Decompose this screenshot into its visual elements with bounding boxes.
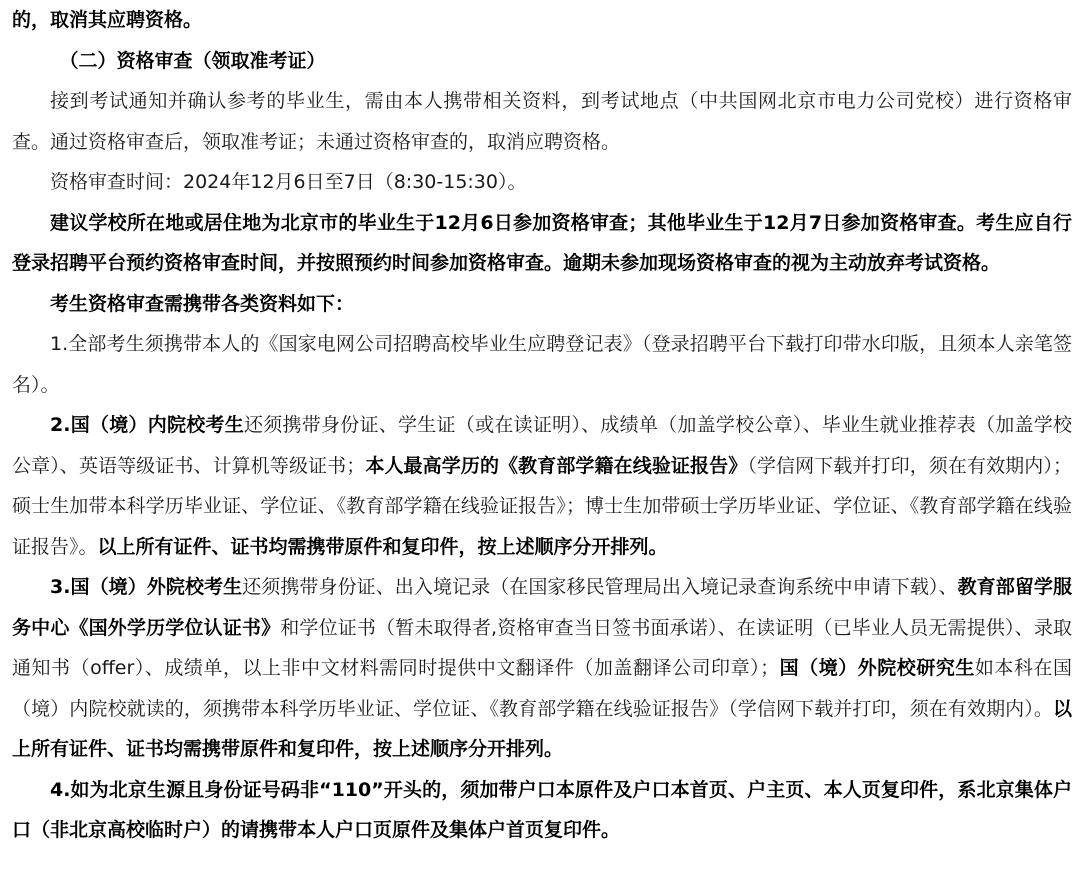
paragraph-disqualify — [12, 0, 1072, 41]
paragraph-text: 接到考试通知并确认参考的毕业生，需由本人携带相关资料，到考试地点（中共国网北京市电力公司党校）进行资格审查。通过资格审查后，领取准考证；未通过资格审查的，取消应聘资格。 — [12, 90, 1072, 153]
paragraph-review-schedule — [12, 203, 1072, 284]
paragraph-text: 资格审查时间：2024年12月6日至7日（8:30-15:30）。 — [50, 171, 527, 193]
list-item-beijing-hukou — [12, 770, 1072, 851]
bold-text: 考生资格审查需携带各类资料如下： — [50, 292, 355, 315]
bold-text: 2.国（境）内院校考生 — [50, 414, 244, 436]
bold-text: 教育部留学服务中心《国外学历学位认证书》 — [12, 576, 1072, 639]
paragraph-text: 还须携带身份证、出入境记录（在国家移民管理局出入境记录查询系统中申请下载）、 — [242, 576, 958, 598]
paragraph-exam-notice — [12, 81, 1072, 162]
paragraph-text: 还须携带身份证、学生证（或在读证明）、成绩单（加盖学校公章）、毕业生就业推荐表（加盖学校公章）、英语等级证书、计算机等级证书； — [12, 414, 1072, 477]
heading-text: （二）资格审查（领取准考证） — [59, 49, 326, 72]
bold-text: 3.国（境）外院校考生 — [50, 576, 243, 598]
list-item-domestic-candidates — [12, 405, 1072, 567]
paragraph-materials-heading — [12, 284, 1072, 325]
list-item-all-candidates — [12, 324, 1072, 405]
paragraph-text: 如本科在国（境）内院校就读的，须携带本科学历毕业证、学位证、《教育部学籍在线验证报告》（学信网下载并打印，须在有效期内）。 — [12, 657, 1072, 720]
bold-text: 以上所有证件、证书均需携带原件和复印件，按上述顺序分开排列。 — [12, 697, 1072, 760]
bold-text: 本人最高学历的《教育部学籍在线验证报告》 — [365, 454, 748, 477]
bold-text: 以上所有证件、证书均需携带原件和复印件，按上述顺序分开排列。 — [97, 535, 668, 558]
paragraph-text: 和学位证书（暂未取得者,资格审查当日签书面承诺）、在读证明（已毕业人员无需提供）、录取通知书（offer）、成绩单，以上非中文材料需同时提供中文翻译件（加盖翻译公司印章）； — [12, 616, 1072, 679]
bold-text: 的，取消其应聘资格。 — [12, 9, 203, 31]
paragraph-text: 1.全部考生须携带本人的《国家电网公司招聘高校毕业生应聘登记表》（登录招聘平台下载打印带水印版，且须本人亲笔签名）。 — [12, 333, 1072, 396]
bold-text: 建议学校所在地或居住地为北京市的毕业生于12月6日参加资格审查；其他毕业生于12月7日参加资格审查。考生应自行登录招聘平台预约资格审查时间，并按照预约时间参加资格审查。逾期未参加现场资格审查的视为主动放弃考试资格。 — [12, 211, 1072, 274]
bold-text: 4.如为北京生源且身份证号码非“110”开头的，须加带户口本原件及户口本首页、户主页、本人页复印件，系北京集体户口（非北京高校临时户）的请携带本人户口页原件及集体户首页复印件。 — [12, 778, 1072, 841]
paragraph-review-time — [12, 162, 1072, 203]
bold-text: 国（境）外院校研究生 — [779, 657, 975, 679]
list-item-overseas-candidates — [12, 567, 1072, 770]
paragraph-text: （学信网下载并打印，须在有效期内）；硕士生加带本科学历毕业证、学位证、《教育部学籍在线验证报告》；博士生加带硕士学历毕业证、学位证、《教育部学籍在线验证报告》。 — [12, 454, 1072, 558]
document-body — [12, 0, 1072, 851]
section-heading — [12, 41, 1072, 82]
